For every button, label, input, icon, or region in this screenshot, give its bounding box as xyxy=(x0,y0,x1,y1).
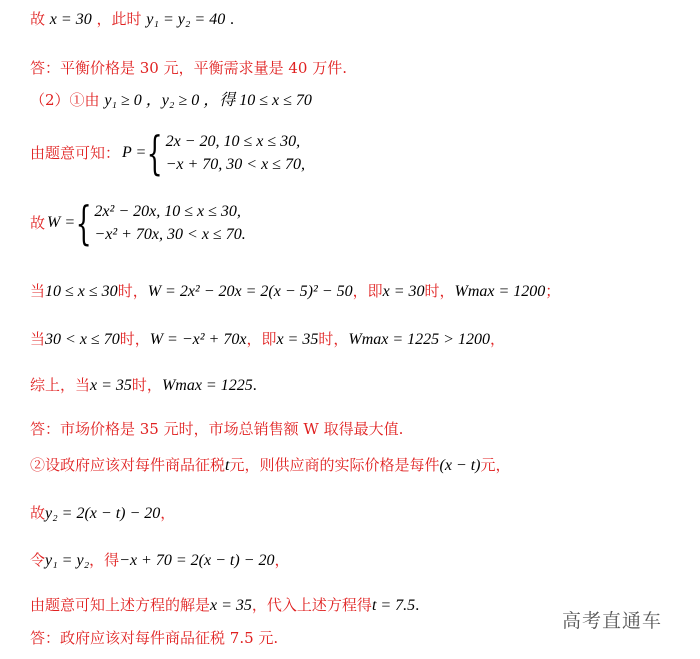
left-brace: { xyxy=(75,196,92,250)
line-9-answer: 答：市场价格是 35 元时，市场总销售额 W 取得最大值. xyxy=(30,420,404,438)
line-4-piecewise-p: 由题意可知： P = { 2x − 20, 10 ≤ x ≤ 30, −x + 70, 30 < x ≤ 70, xyxy=(30,126,305,180)
line-11: 故y₂ = 2(x − t) − 20， xyxy=(30,504,176,522)
line-10: ②设政府应该对每件商品征税t元，则供应商的实际价格是每件(x − t)元， xyxy=(30,456,511,474)
line-13: 由题意可知上述方程的解是x = 35，代入上述方程得t = 7.5. xyxy=(30,596,420,614)
line-5-piecewise-w: 故 W = { 2x² − 20x, 10 ≤ x ≤ 30, −x² + 70x, 30 < x ≤ 70. xyxy=(30,196,246,250)
left-brace: { xyxy=(146,126,163,180)
line-2-answer: 答：平衡价格是 30 元，平衡需求量是 40 万件. xyxy=(30,59,348,77)
line-12: 令y₁ = y₂，得−x + 70 = 2(x − t) − 20， xyxy=(30,551,290,569)
cases-w: 2x² − 20x, 10 ≤ x ≤ 30, −x² + 70x, 30 < x ≤ 70. xyxy=(94,203,246,243)
line-7: 当30 < x ≤ 70时，W = −x² + 70x，即x = 35时，Wmax = 1225 > 1200， xyxy=(30,330,505,348)
line-3: （2）①由 y₁ ≥ 0 ，y₂ ≥ 0 ，得 10 ≤ x ≤ 70 xyxy=(30,91,312,109)
line-14-answer: 答：政府应该对每件商品征税 7.5 元. xyxy=(30,629,279,647)
line-6: 当10 ≤ x ≤ 30时，W = 2x² − 20x = 2(x − 5)² − 50，即x = 30时，Wmax = 1200； xyxy=(30,282,561,300)
line-8: 综上，当x = 35时，Wmax = 1225. xyxy=(30,376,257,394)
cases-p: 2x − 20, 10 ≤ x ≤ 30, −x + 70, 30 < x ≤ 70, xyxy=(165,133,305,173)
line-1: 故 x = 30 ，此时 y₁ = y₂ = 40 . xyxy=(30,10,234,28)
watermark-text: 高考直通车 xyxy=(562,610,663,632)
